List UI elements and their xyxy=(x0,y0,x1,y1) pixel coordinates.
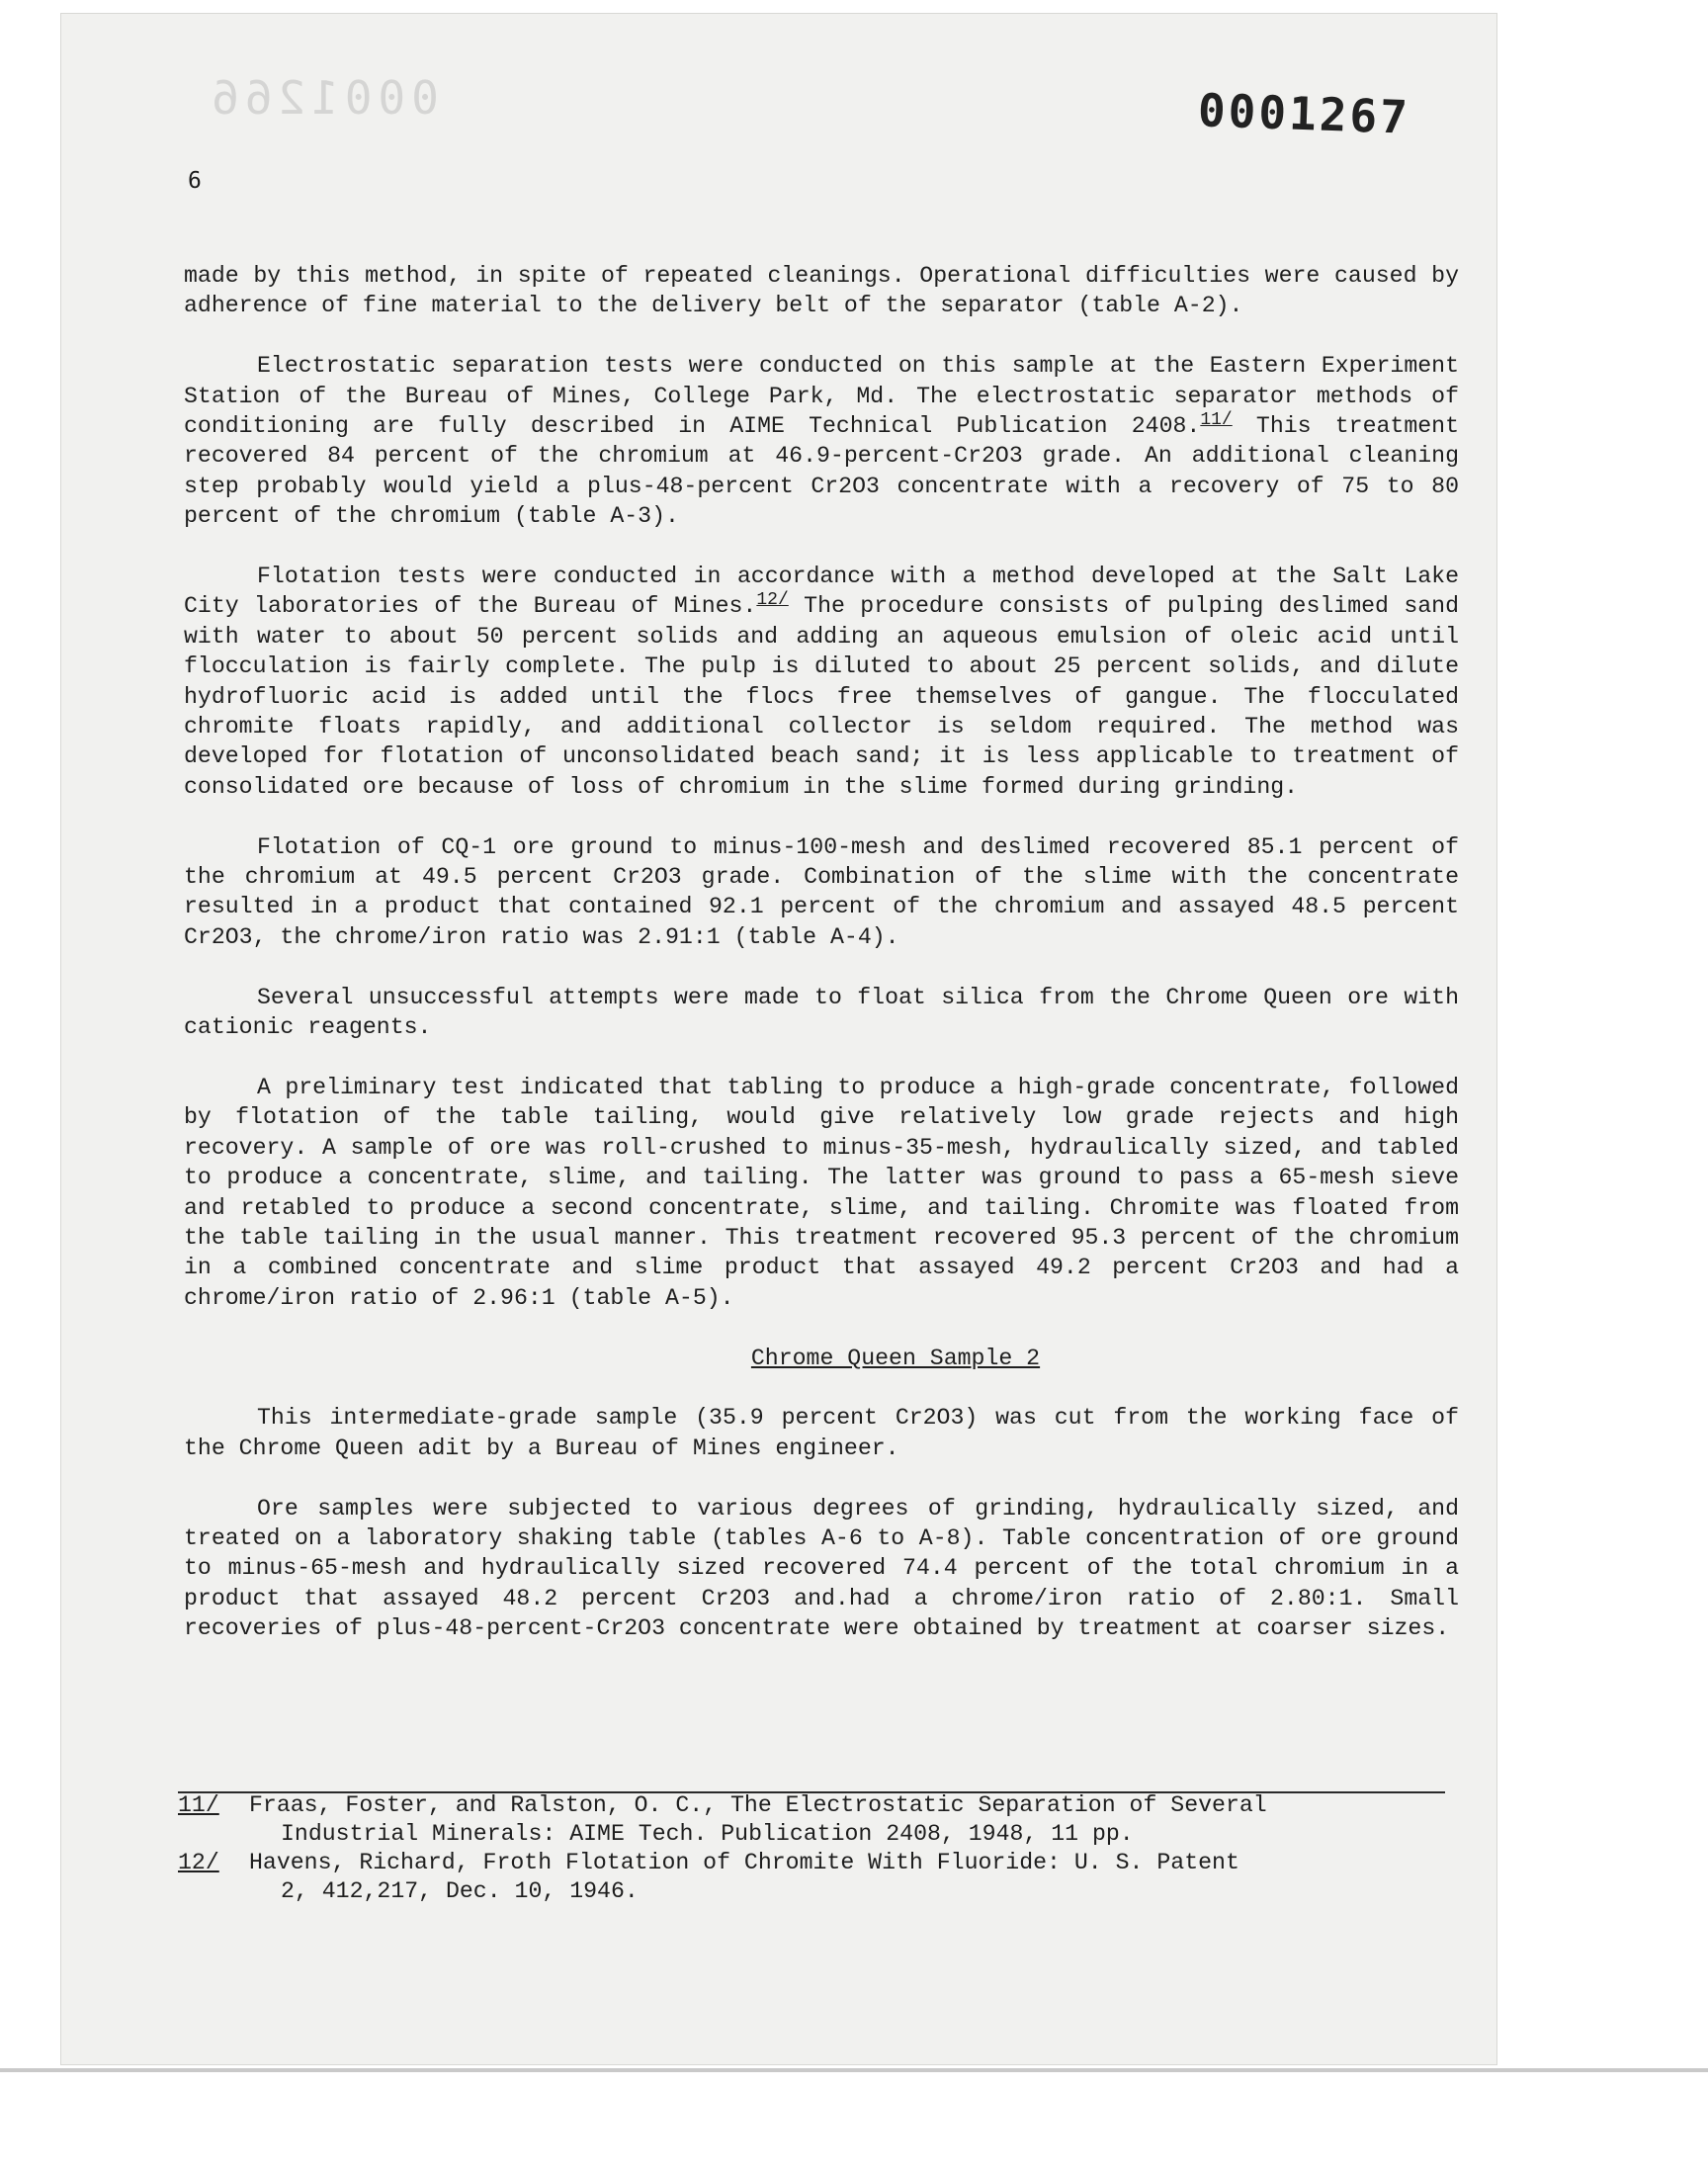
section-heading-text: Chrome Queen Sample 2 xyxy=(750,1345,1041,1371)
footnote-marker: 12/ xyxy=(178,1850,219,1875)
footnote-12 xyxy=(178,1849,1453,1906)
body-text xyxy=(184,261,1459,1674)
footnote-11 xyxy=(178,1791,1453,1849)
paragraph xyxy=(184,351,1459,531)
paragraph: Flotation of CQ-1 ore ground to minus-100-mesh and deslimed recovered 85.1 percent of the chromium at 49.5 percent Cr2O3 grade. Combination of the slime with the concentrate resulted in a product that contained 92.1 percent of the chromium and assayed 48.5 percent Cr2O3, the chrome/iron ratio was 2.91:1 (table A-4). xyxy=(184,833,1459,950)
section-heading xyxy=(184,1344,1459,1373)
paragraph-text: The procedure consists of pulping deslimed sand with water to about 50 percent solids and adding an aqueous emulsion of oleic acid until flocculation is fairly complete. The pulp is diluted to about 25 percent solids, and dilute hydrofluoric acid is added until the flocs free themselves of gangue. The flocculated chromite floats rapidly, and additional collector is seldom required. The method was developed for flotation of unconsolidated beach sand; it is less applicable to treatment of consolidated ore because of loss of chromium in the slime formed during grinding. xyxy=(184,593,1459,800)
paragraph xyxy=(184,562,1459,802)
footnote-ref-11: 11/ xyxy=(1200,410,1233,431)
paragraph: Several unsuccessful attempts were made to float silica from the Chrome Queen ore with cationic reagents. xyxy=(184,984,1459,1041)
footnotes xyxy=(178,1791,1453,1906)
footnote-line: 2, 412,217, Dec. 10, 1946. xyxy=(281,1878,639,1904)
document-stamp-number: 0001267 xyxy=(1197,83,1411,144)
paragraph: A preliminary test indicated that tabling to produce a high-grade concentrate, followed by flotation of the table tailing, would give relatively low grade rejects and high recovery. A sample of ore was roll-crushed to minus-35-mesh, hydraulically sized, and tabled to produce a concentrate, slime, and tailing. The latter was ground to pass a 65-mesh sieve and retabled to produce a second concentrate, slime, and tailing. Chromite was floated from the table tailing in the usual manner. This treatment recovered 95.3 percent of the chromium in a combined concentrate and slime product that assayed 49.2 percent Cr2O3 and had a chrome/iron ratio of 2.96:1 (table A-5). xyxy=(184,1074,1459,1311)
footnote-line: Industrial Minerals: AIME Tech. Publication 2408, 1948, 11 pp. xyxy=(281,1821,1134,1847)
paragraph-text: Electrostatic separation tests were conducted on this sample at the Eastern Experiment Station of the Bureau of Mines, College Park, Md. The electrostatic separator methods of conditioning are fully described in AIME Technical Publication 2408. xyxy=(184,353,1459,440)
paragraph: This intermediate-grade sample (35.9 percent Cr2O3) was cut from the working face of the Chrome Queen adit by a Bureau of Mines engineer. xyxy=(184,1405,1459,1461)
paragraph: made by this method, in spite of repeated cleanings. Operational difficulties were caused by adherence of fine material to the delivery belt of the separator (table A-2). xyxy=(184,263,1459,319)
scan-bottom-edge xyxy=(0,2068,1708,2072)
footnote-marker: 11/ xyxy=(178,1792,219,1818)
bleed-through-number: 0001266 xyxy=(206,71,439,125)
footnote-ref-12: 12/ xyxy=(756,590,789,611)
page-number: 6 xyxy=(188,168,202,194)
footnote-line: Havens, Richard, Froth Flotation of Chromite With Fluoride: U. S. Patent xyxy=(249,1850,1239,1875)
footnote-text xyxy=(249,1791,1453,1849)
paragraph-text: This treatment recovered 84 percent of the chromium at 46.9-percent-Cr2O3 grade. An additional cleaning step probably would yield a plus-48-percent Cr2O3 concentrate with a recovery of 75 to 80 percent of the chromium (table A-3). xyxy=(184,413,1459,530)
paragraph-text: Flotation tests were conducted in accordance with a method developed at the Salt Lake City laboratories of the Bureau of Mines. xyxy=(184,564,1459,620)
footnote-line: Fraas, Foster, and Ralston, O. C., The Electrostatic Separation of Several xyxy=(249,1792,1267,1818)
footnote-text xyxy=(249,1849,1453,1906)
paragraph: Ore samples were subjected to various degrees of grinding, hydraulically sized, and treated on a laboratory shaking table (tables A-6 to A-8). Table concentration of ore ground to minus-65-mesh and hydraulically sized recovered 74.4 percent of the total chromium in a product that assayed 48.2 percent Cr2O3 and.had a chrome/iron ratio of 2.80:1. Small recoveries of plus-48-percent-Cr2O3 concentrate were obtained by treatment at coarser sizes. xyxy=(184,1495,1459,1642)
